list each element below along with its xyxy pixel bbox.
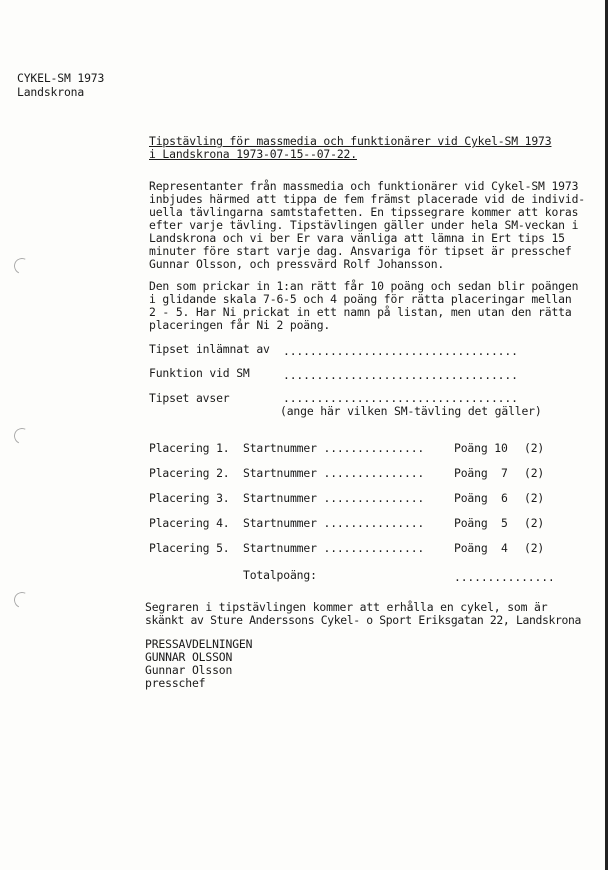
rules-line: 2 - 5. Har Ni prickat in ett namn på listan, men utan den rätta	[149, 305, 572, 319]
intro-line: Gunnar Olsson, och pressvärd Rolf Johansson.	[149, 257, 445, 271]
intro-line: minuter före start varje dag. Ansvariga för tipset är presschef	[149, 244, 572, 258]
submitted-by-field[interactable]: ...................................	[283, 344, 518, 358]
placement-label: Placering 5.	[149, 541, 230, 555]
placement-start-field[interactable]: Startnummer ...............	[243, 541, 425, 555]
placement-points: Poäng 10	[454, 441, 508, 455]
placement-extra-points: (2)	[524, 541, 545, 555]
placement-label: Placering 3.	[149, 491, 230, 505]
punch-hole	[12, 426, 33, 447]
title-line-1: Tipstävling för massmedia och funktionärer vid Cykel-SM 1973	[149, 134, 552, 148]
signature-role: presschef	[145, 676, 206, 690]
header-place: Landskrona	[17, 85, 85, 99]
function-field[interactable]: ...................................	[283, 368, 518, 382]
placement-points: Poäng 6	[454, 491, 508, 505]
total-field[interactable]: ...............	[454, 570, 555, 584]
rules-line: placeringen får Ni 2 poäng.	[149, 318, 331, 332]
placement-label: Placering 1.	[149, 441, 230, 455]
placement-start-field[interactable]: Startnummer ...............	[243, 466, 425, 480]
concerns-hint: (ange här vilken SM-tävling det gäller)	[280, 404, 542, 418]
header-event: CYKEL-SM 1973	[17, 71, 105, 85]
intro-line: Representanter från massmedia och funktionärer vid Cykel-SM 1973	[149, 179, 579, 193]
punch-hole	[12, 256, 33, 277]
placement-start-field[interactable]: Startnummer ...............	[243, 516, 425, 530]
placement-label: Placering 4.	[149, 516, 230, 530]
placement-extra-points: (2)	[524, 516, 545, 530]
total-label: Totalpoäng:	[243, 568, 317, 582]
placement-label: Placering 2.	[149, 466, 230, 480]
placement-start-field[interactable]: Startnummer ...............	[243, 491, 425, 505]
placement-points: Poäng 5	[454, 516, 508, 530]
rules-line: i glidande skala 7-6-5 och 4 poäng för rätta placeringar mellan	[149, 292, 572, 306]
placement-extra-points: (2)	[524, 466, 545, 480]
placement-start-field[interactable]: Startnummer ...............	[243, 441, 425, 455]
concerns-label: Tipset avser	[149, 391, 230, 405]
title-line-2: i Landskrona 1973-07-15--07-22.	[149, 147, 357, 161]
intro-line: uella tävlingarna samtstafetten. En tipssegrare kommer att koras	[149, 205, 579, 219]
signature-name-caps: GUNNAR OLSSON	[145, 650, 233, 664]
placement-points: Poäng 4	[454, 541, 508, 555]
intro-line: Landskrona och vi ber Er vara vänliga att lämna in Ert tips 15	[149, 231, 565, 245]
punch-hole	[12, 590, 33, 611]
function-label: Funktion vid SM	[149, 366, 250, 380]
placement-extra-points: (2)	[524, 441, 545, 455]
concerns-field[interactable]: ...................................	[283, 391, 518, 405]
rules-line: Den som prickar in 1:an rätt får 10 poäng och sedan blir poängen	[149, 279, 579, 293]
signature-department: PRESSAVDELNINGEN	[145, 637, 253, 651]
placement-points: Poäng 7	[454, 466, 508, 480]
intro-line: efter varje tävling. Tipstävlingen gäller under hela SM-veckan i	[149, 218, 579, 232]
closing-line: Segraren i tipstävlingen kommer att erhålla en cykel, som är	[145, 600, 548, 614]
submitted-by-label: Tipset inlämnat av	[149, 342, 270, 356]
placement-extra-points: (2)	[524, 491, 545, 505]
signature-name: Gunnar Olsson	[145, 663, 233, 677]
closing-line: skänkt av Sture Anderssons Cykel- o Sport Eriksgatan 22, Landskrona	[145, 613, 582, 627]
intro-line: inbjudes härmed att tippa de fem främst placerade vid de individ-	[149, 192, 586, 206]
